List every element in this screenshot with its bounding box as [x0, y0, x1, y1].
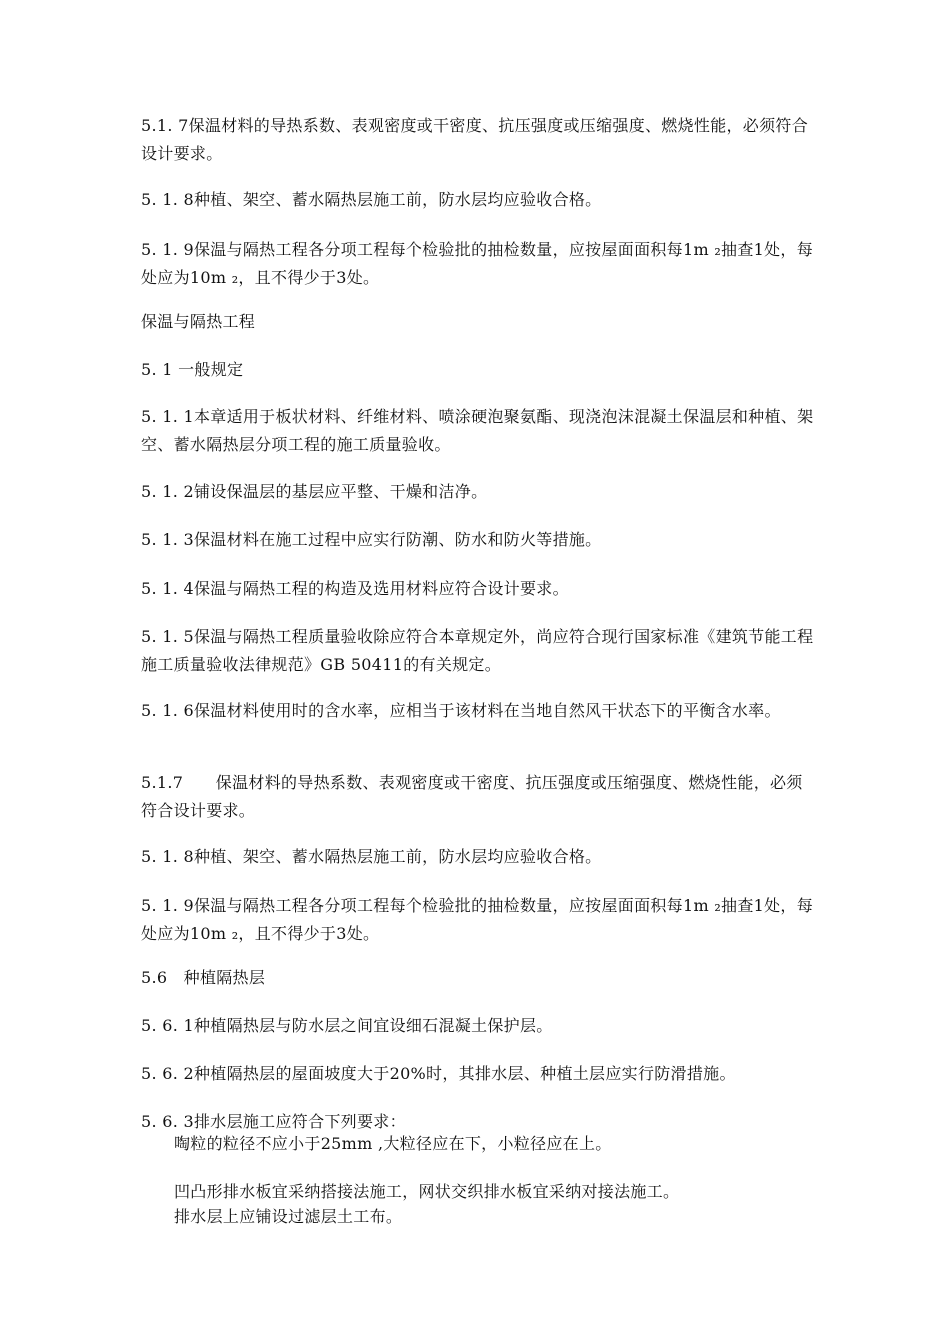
list-item: 凹凸形排水板宜采纳搭接法施工，网状交织排水板宜采纳对接法施工。: [174, 1182, 680, 1201]
paragraph-5-1-7: 5.1. 7保温材料的导热系数、表观密度或干密度、抗压强度或压缩强度、燃烧性能，必须符合设计要求。: [141, 116, 808, 163]
paragraph-5-1-8: 5. 1. 8种植、架空、蓄水隔热层施工前，防水层均应验收合格。: [141, 190, 602, 209]
paragraph-5-6-1: 5. 6. 1种植隔热层与防水层之间宜设细石混凝土保护层。: [141, 1016, 553, 1035]
section-heading: 保温与隔热工程: [141, 312, 256, 331]
list-item: 啕粒的粒径不应小于25mm ,大粒径应在下，小粒径应在上。: [174, 1134, 612, 1153]
paragraph-5-1-8-repeat: 5. 1. 8种植、架空、蓄水隔热层施工前，防水层均应验收合格。: [141, 847, 602, 866]
paragraph-5-1-1: 5. 1. 1本章适用于板状材料、纤维材料、喷涂硬泡聚氨酯、现浇泡沫混凝土保温层和种植、架空、蓄水隔热层分项工程的施工质量验收。: [141, 407, 814, 454]
paragraph-5-1-2: 5. 1. 2铺设保温层的基层应平整、干燥和洁净。: [141, 482, 488, 501]
paragraph-5-6-3: 5. 6. 3排水层施工应符合下列要求：: [141, 1112, 406, 1131]
paragraph-5-1-6: 5. 1. 6保温材料使用时的含水率，应相当于该材料在当地自然风干状态下的平衡含水率。: [141, 701, 781, 720]
paragraph-5-1-3: 5. 1. 3保温材料在施工过程中应实行防潮、防水和防火等措施。: [141, 530, 602, 549]
paragraph-5-6-2: 5. 6. 2种植隔热层的屋面坡度大于20%时，其排水层、种植土层应实行防滑措施。: [141, 1064, 736, 1083]
subsection-heading-5-6: 5.6 种植隔热层: [141, 968, 266, 987]
paragraph-5-1-4: 5. 1. 4保温与隔热工程的构造及选用材料应符合设计要求。: [141, 579, 569, 598]
paragraph-5-1-7-repeat: 5.1.7 保温材料的导热系数、表观密度或干密度、抗压强度或压缩强度、燃烧性能，必须符合设计要求。: [141, 773, 803, 820]
paragraph-5-1-9-repeat: 5. 1. 9保温与隔热工程各分项工程每个检验批的抽检数量，应按屋面面积每1m ₂抽查1处，每处应为10m ₂，且不得少于3处。: [141, 896, 814, 943]
paragraph-5-1-5: 5. 1. 5保温与隔热工程质量验收除应符合本章规定外，尚应符合现行国家标准《建筑节能工程施工质量验收法律规范》GB 50411的有关规定。: [141, 627, 814, 674]
list-item: 排水层上应铺设过滤层土工布。: [174, 1207, 403, 1226]
paragraph-5-1-9: 5. 1. 9保温与隔热工程各分项工程每个检验批的抽检数量，应按屋面面积每1m ₂抽查1处，每处应为10m ₂，且不得少于3处。: [141, 240, 814, 287]
subsection-heading-5-1: 5. 1 一般规定: [141, 360, 244, 379]
